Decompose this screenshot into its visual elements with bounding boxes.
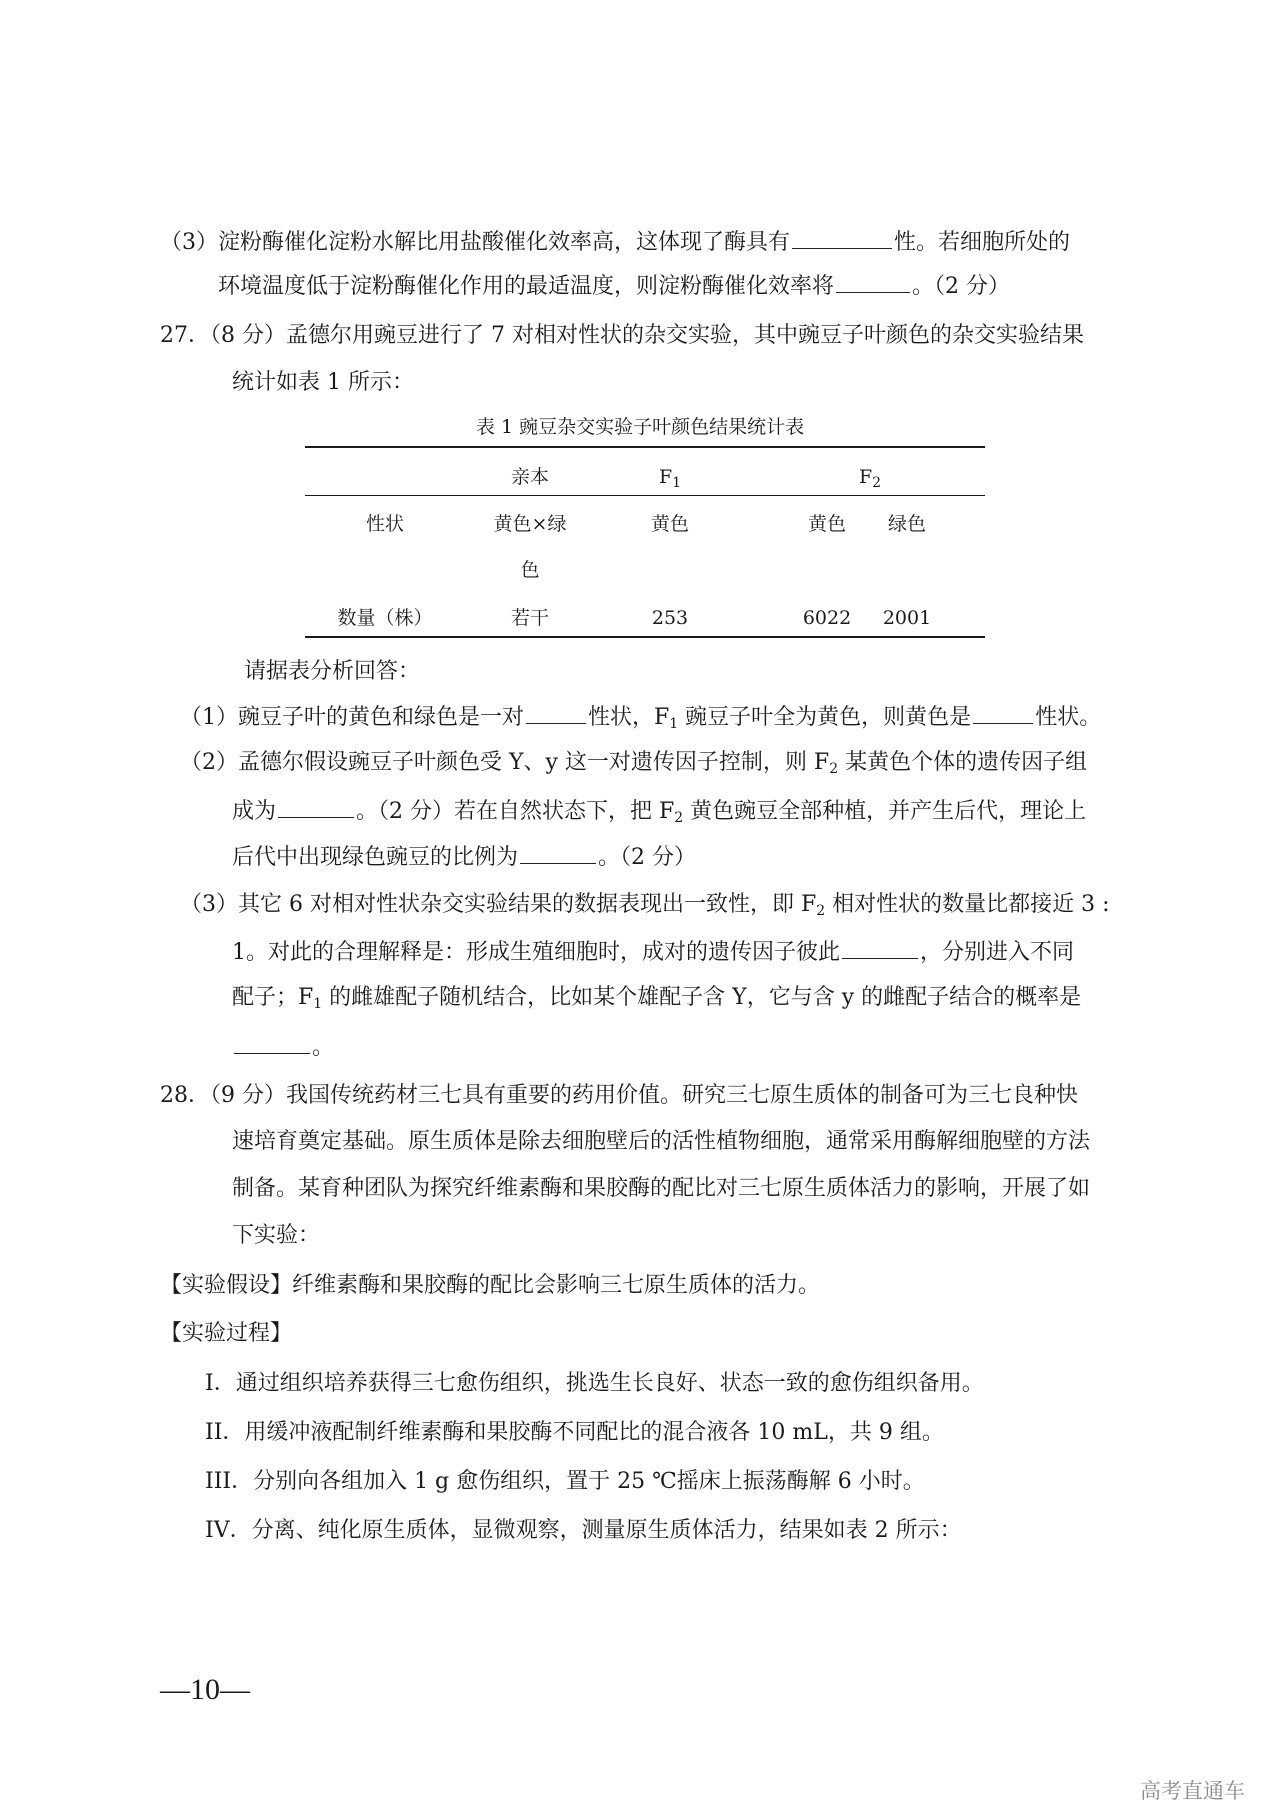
q28-line3: 制备。某育种团队为探究纤维素酶和果胶酶的配比对三七原生质体活力的影响，开展了如 [232,1176,1091,1201]
table-head-parent: 亲本 [510,466,549,488]
table1-caption: 表 1 豌豆杂交实验子叶颜色结果统计表 [475,416,805,438]
q27-line2: 统计如表 1 所示： [232,370,414,395]
page-number: —10— [160,1673,250,1706]
q27-part3-line3: 配子；$F_1$ 的雌雄配子随机结合，比如某个雄配子含 Y，它与含 y 的雌配子结合的概率是 [232,985,1082,1012]
table-row1-f1: 黄色 [650,513,689,535]
answer-blank[interactable] [520,841,596,864]
q28-process-title: 【实验过程】 [160,1321,293,1346]
table-row2-parent: 若干 [510,607,549,629]
answer-blank[interactable] [234,1031,310,1054]
q28-step3: III．分别向各组加入 1 g 愈伤组织，置于 25 ℃摇床上振荡酶解 6 小时。 [205,1469,925,1494]
q27-part2-line3: 后代中出现绿色豌豆的比例为 。（2 分） [232,841,696,873]
table-row2-f1: 253 [651,607,689,629]
table-row2-f2-green: 2001 [882,607,932,629]
q27-part2-line1: （2）孟德尔假设豌豆子叶颜色受 Y、y 这一对遗传因子控制，则 $F_2$ 某黄色个体的遗传因子组 [180,750,1088,777]
answer-blank[interactable] [842,936,918,959]
table-row2-f2-yellow: 6022 [802,607,852,629]
q27-prompt: 请据表分析回答： [244,659,421,684]
q26-3-line2: 环境温度低于淀粉酶催化作用的最适温度，则淀粉酶催化效率将 。（2 分） [218,270,1010,302]
answer-blank[interactable] [973,701,1033,724]
table-head-f1: $F_1$ [658,466,682,491]
table-row1-parent-wrap: 色 [520,559,540,581]
q28-step2: II．用缓冲液配制纤维素酶和果胶酶不同配比的混合液各 10 mL，共 9 组。 [205,1420,944,1445]
table-row1-f2-green: 绿色 [887,513,926,535]
table-bottom-rule [305,636,985,638]
q28-step1: I．通过组织培养获得三七愈伤组织，挑选生长良好、状态一致的愈伤组织备用。 [205,1371,984,1396]
q27-part3-line2: 1。对此的合理解释是：形成生殖细胞时，成对的遗传因子彼此 ，分别进入不同 [232,936,1074,968]
q27-part1: （1）豌豆子叶的黄色和绿色是一对 性状，$F_1$ 豌豆子叶全为黄色，则黄色是 性状。 [180,701,1101,739]
answer-blank[interactable] [278,795,354,818]
table-top-rule [305,446,985,448]
answer-blank[interactable] [526,701,586,724]
table-row1-f2-yellow: 黄色 [807,513,846,535]
q28-line4: 下实验： [232,1223,321,1248]
q28-step4: IV．分离、纯化原生质体，显微观察，测量原生质体活力，结果如表 2 所示： [205,1518,962,1543]
watermark: 高考直通车 [1140,1779,1245,1803]
table-row2-label: 数量（株） [337,607,433,629]
table-head-f2: $F_2$ [858,466,882,491]
q28-line1: 28．（9 分）我国传统药材三七具有重要的药用价值。研究三七原生质体的制备可为三七良种快 [160,1083,1078,1108]
q27-line1: 27．（8 分）孟德尔用豌豆进行了 7 对相对性状的杂交实验，其中豌豆子叶颜色的杂交实验结果 [160,323,1084,348]
q27-part3-line1: （3）其它 6 对相对性状杂交实验结果的数据表现出一致性，即 $F_2$ 相对性状的数量比都接近 3 : [180,892,1110,919]
q27-part3-line4: 。 [232,1031,334,1063]
q28-hypothesis: 【实验假设】纤维素酶和果胶酶的配比会影响三七原生质体的活力。 [160,1273,821,1298]
q28-line2: 速培育奠定基础。原生质体是除去细胞壁后的活性植物细胞，通常采用酶解细胞壁的方法 [232,1129,1091,1154]
table-row1-label: 性状 [365,513,404,535]
q26-3-line1: （3）淀粉酶催化淀粉水解比用盐酸催化效率高，这体现了酶具有 性。若细胞所处的 [160,226,1070,258]
table-row1-parent: 黄色×绿 [493,513,567,535]
answer-blank[interactable] [836,270,910,293]
q27-part2-line2: 成为 。（2 分）若在自然状态下，把 $F_2$ 黄色豌豆全部种植，并产生后代，理论上 [232,795,1086,833]
answer-blank[interactable] [792,226,892,249]
